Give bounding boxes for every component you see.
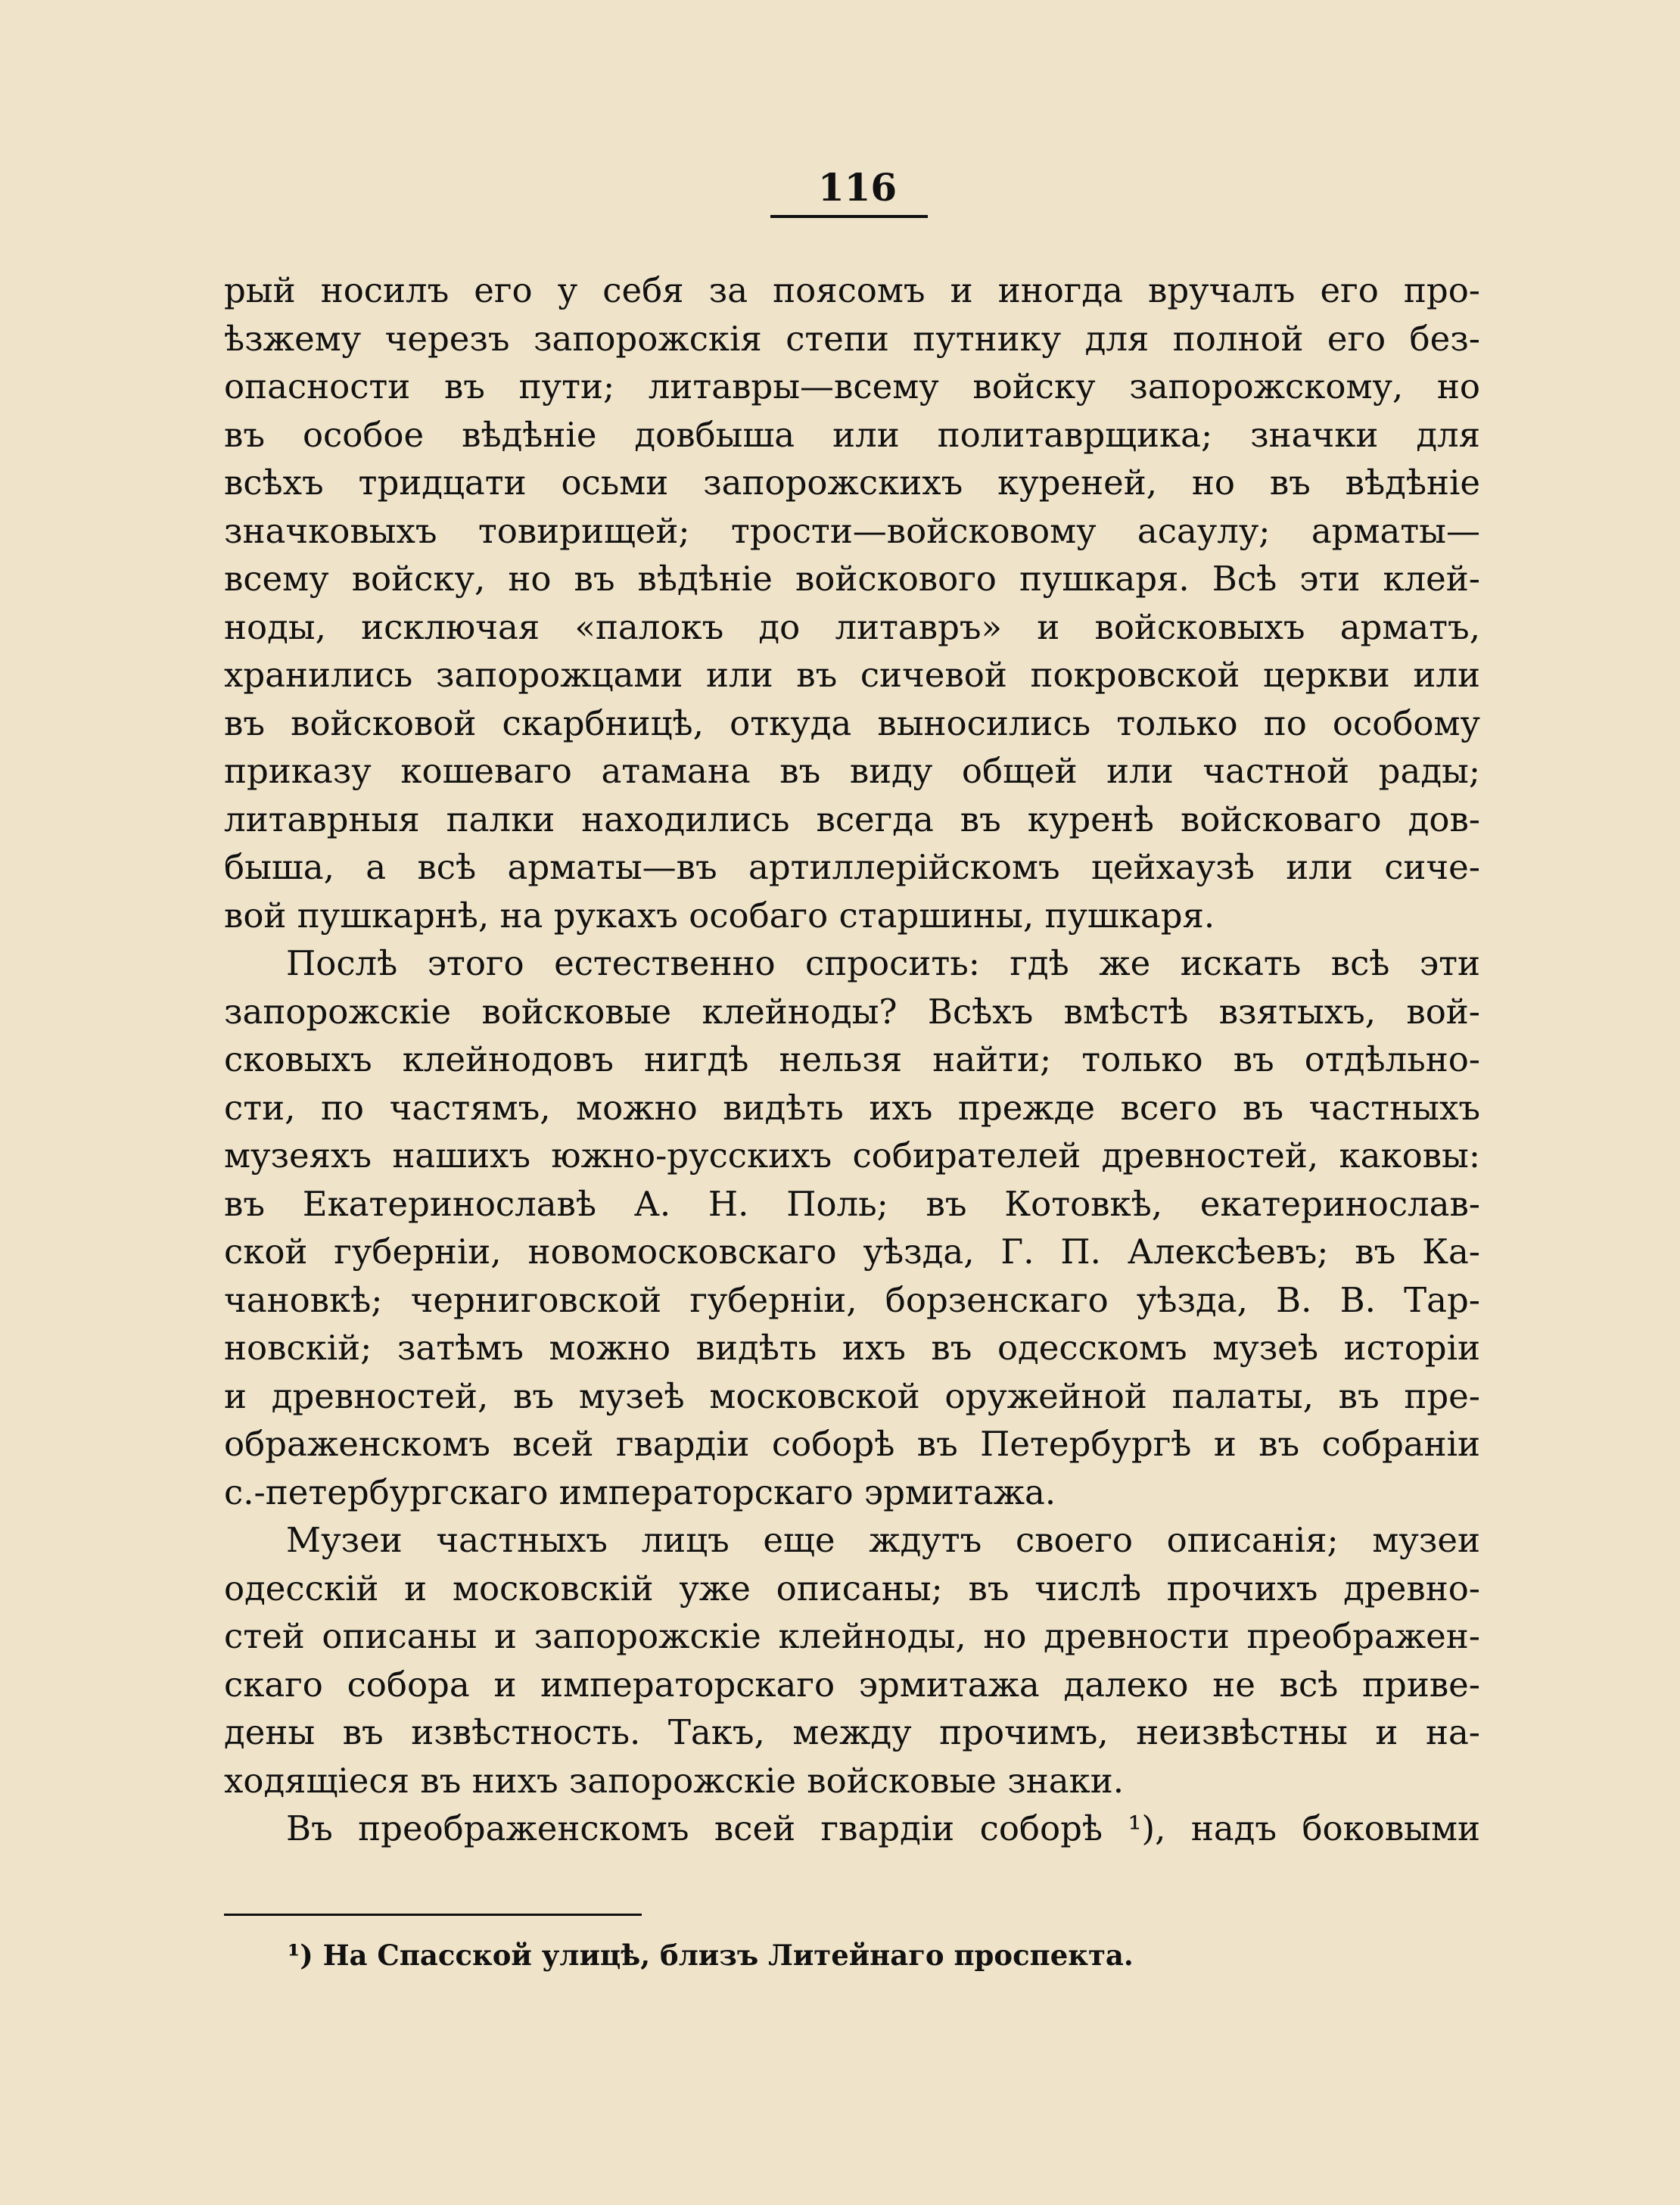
text-line: ѣзжему черезъ запорожскія степи путнику для полной его без- — [224, 318, 1480, 359]
text-line: дены въ извѣстность. Такъ, между прочимъ, неизвѣстны и на- — [224, 1712, 1480, 1752]
paragraph-2 — [224, 939, 1480, 1516]
text-line: въ войсковой скарбницѣ, откуда выносились только по особому — [224, 702, 1480, 743]
text-line: Музеи частныхъ лицъ еще ждутъ своего описанія; музеи — [286, 1520, 1480, 1560]
text-line: Послѣ этого естественно спросить: гдѣ же искать всѣ эти — [286, 943, 1480, 983]
text-line: запорожскіе войсковые клейноды? Всѣхъ вмѣстѣ взятыхъ, вой- — [224, 991, 1480, 1032]
text-line: новскій; затѣмъ можно видѣть ихъ въ одесскомъ музеѣ исторіи — [224, 1328, 1480, 1368]
page-number-rule — [770, 215, 928, 218]
text-line: с.-петербургскаго императорскаго эрмитажа. — [224, 1472, 1056, 1512]
footnote: ¹) На Спасской улицѣ, близъ Литейнаго проспекта. — [288, 1939, 1134, 1972]
footnote-rule — [224, 1914, 642, 1916]
body-text — [224, 266, 1480, 1853]
text-line: вой пушкарнѣ, на рукахъ особаго старшины, пушкаря. — [224, 895, 1215, 936]
text-line: въ особое вѣдѣніе довбыша или политаврщика; значки для — [224, 414, 1480, 455]
text-line: сти, по частямъ, можно видѣть ихъ прежде всего въ частныхъ — [224, 1087, 1480, 1128]
text-line: ноды, исключая «палокъ до литавръ» и войсковыхъ арматъ, — [224, 606, 1480, 647]
text-line: приказу кошеваго атамана въ виду общей или частной рады; — [224, 751, 1480, 791]
text-line: сковыхъ клейнодовъ нигдѣ нельзя найти; только въ отдѣльно- — [224, 1039, 1480, 1079]
text-line: всѣхъ тридцати осьми запорожскихъ куреней, но въ вѣдѣніе — [224, 462, 1480, 503]
text-line: ображенскомъ всей гвардіи соборѣ въ Петербургѣ и въ собраніи — [224, 1424, 1480, 1464]
text-line: ской губерніи, новомосковскаго уѣзда, Г. П. Алексѣевъ; въ Ка- — [224, 1232, 1480, 1272]
paragraph-1 — [224, 266, 1480, 939]
text-line: въ Екатеринославѣ А. Н. Поль; въ Котовкѣ, екатеринослав- — [224, 1183, 1480, 1224]
text-line: значковыхъ товирищей; трости—войсковому асаулу; арматы— — [224, 510, 1480, 551]
text-line: всему войску, но въ вѣдѣніе войскового пушкаря. Всѣ эти клей- — [224, 559, 1480, 599]
text-line: хранились запорожцами или въ сичевой покровской церкви или — [224, 655, 1480, 695]
text-line: одесскій и московскій уже описаны; въ числѣ прочихъ древно- — [224, 1568, 1480, 1609]
text-line: рый носилъ его у себя за поясомъ и иногда вручалъ его про- — [224, 270, 1480, 310]
text-line: опасности въ пути; литавры—всему войску запорожскому, но — [224, 366, 1480, 406]
text-line: литаврныя палки находились всегда въ куренѣ войсковаго дов- — [224, 799, 1480, 839]
text-line: музеяхъ нашихъ южно-русскихъ собирателей древностей, каковы: — [224, 1135, 1480, 1176]
paragraph-3 — [224, 1516, 1480, 1805]
text-line: стей описаны и запорожскіе клейноды, но древности преображен- — [224, 1616, 1480, 1656]
text-line: Въ преображенскомъ всей гвардіи соборѣ ¹), надъ боковыми — [286, 1808, 1480, 1848]
text-line: чановкѣ; черниговской губерніи, борзенскаго уѣзда, В. В. Тар- — [224, 1279, 1480, 1320]
text-line: ходящіеся въ нихъ запорожскіе войсковые знаки. — [224, 1760, 1125, 1801]
text-line: скаго собора и императорскаго эрмитажа далеко не всѣ приве- — [224, 1664, 1480, 1705]
text-line: и древностей, въ музеѣ московской оружейной палаты, въ пре- — [224, 1375, 1480, 1416]
text-line: быша, а всѣ арматы—въ артиллерійскомъ цейхаузѣ или сиче- — [224, 847, 1480, 887]
paragraph-4 — [224, 1805, 1480, 1853]
page-number: 116 — [817, 165, 898, 210]
